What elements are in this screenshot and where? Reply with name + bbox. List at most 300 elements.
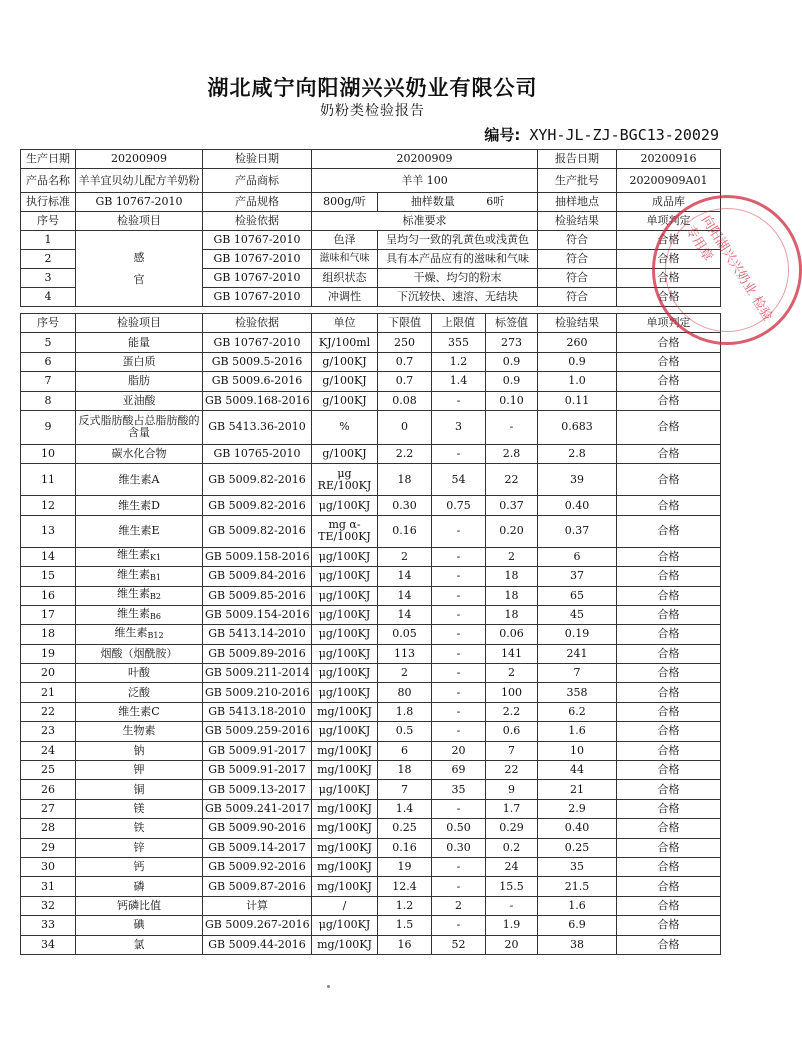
cell-lo: 1.5 <box>378 916 432 935</box>
cell-no: 26 <box>21 780 76 799</box>
cell-result: 符合 <box>538 288 617 307</box>
cell-hi: - <box>432 702 486 721</box>
cell-item <box>76 444 203 463</box>
cell-basis: GB 5009.91-2017 <box>203 761 312 780</box>
cell-hi: - <box>432 664 486 683</box>
cell-unit: / <box>312 896 378 915</box>
cell-value: 成品库 <box>617 193 721 212</box>
cell-label: 273 <box>486 333 538 352</box>
cell-verdict: 合格 <box>617 877 721 896</box>
cell-value: 20200909A01 <box>617 169 721 193</box>
cell-basis: GB 5009.87-2016 <box>203 877 312 896</box>
table-row <box>21 819 721 838</box>
cell-item <box>76 857 203 876</box>
cell-item <box>76 586 203 605</box>
cell-value: 羊羊 100 <box>312 169 538 193</box>
cell-label: 抽样地点 <box>538 193 617 212</box>
cell-result: 21 <box>538 780 617 799</box>
cell-basis: GB 5413.14-2010 <box>203 625 312 644</box>
info-sensory-table <box>20 149 721 307</box>
cell-no: 32 <box>21 896 76 915</box>
cell-no: 15 <box>21 567 76 586</box>
cell-hi: - <box>432 547 486 566</box>
cell-result: 2.8 <box>538 444 617 463</box>
header-cell: 单项判定 <box>617 212 721 231</box>
cell-lo: 1.2 <box>378 896 432 915</box>
cell-no: 2 <box>21 250 76 269</box>
cell-result: 符合 <box>538 250 617 269</box>
item-name: 维生素A <box>118 472 160 486</box>
cell-result: 0.40 <box>538 496 617 515</box>
item-name: 维生素C <box>118 705 160 719</box>
cell-label: 20 <box>486 935 538 954</box>
cell-label: 0.6 <box>486 722 538 741</box>
table-row <box>21 838 721 857</box>
cell-verdict: 合格 <box>617 547 721 566</box>
header-cell: 检验项目 <box>76 314 203 333</box>
table-row <box>21 761 721 780</box>
cell-result: 6 <box>538 547 617 566</box>
cell-hi: - <box>432 567 486 586</box>
cell-item <box>76 496 203 515</box>
cell-verdict: 合格 <box>617 838 721 857</box>
item-name: 铜 <box>133 782 145 796</box>
cell-item <box>76 664 203 683</box>
inspection-seal <box>652 195 802 345</box>
header-cell: 序号 <box>21 314 76 333</box>
cell-verdict: 合格 <box>617 586 721 605</box>
cell-result: 1.6 <box>538 722 617 741</box>
cell-req: 干燥、均匀的粉末 <box>378 269 538 288</box>
cell-attr: 冲调性 <box>312 288 378 307</box>
cell-unit: g/100KJ <box>312 444 378 463</box>
cell-verdict: 合格 <box>617 410 721 444</box>
cell-item <box>76 722 203 741</box>
cell-label: 100 <box>486 683 538 702</box>
cell-result: 2.9 <box>538 799 617 818</box>
table-row <box>21 683 721 702</box>
cell-result: 358 <box>538 683 617 702</box>
cell-verdict: 合格 <box>617 567 721 586</box>
cell-hi: 0.30 <box>432 838 486 857</box>
cell-basis: GB 5009.168-2016 <box>203 391 312 410</box>
cell-lo: 0.16 <box>378 515 432 547</box>
cell-unit: g/100KJ <box>312 372 378 391</box>
cell-no: 23 <box>21 722 76 741</box>
cell-result: 0.9 <box>538 352 617 371</box>
cell-label: 1.7 <box>486 799 538 818</box>
cell-hi: - <box>432 916 486 935</box>
item-name: 维生素 <box>114 625 148 639</box>
cell-basis: GB 5009.210-2016 <box>203 683 312 702</box>
cell-no: 6 <box>21 352 76 371</box>
cell-unit: mg/100KJ <box>312 702 378 721</box>
table-row <box>21 916 721 935</box>
cell-lo: 0.16 <box>378 838 432 857</box>
cell-result: 10 <box>538 741 617 760</box>
cell-verdict: 合格 <box>617 231 721 250</box>
cell-verdict: 合格 <box>617 444 721 463</box>
cell-no: 18 <box>21 625 76 644</box>
cell-verdict: 合格 <box>617 644 721 663</box>
cell-basis: GB 5009.85-2016 <box>203 586 312 605</box>
cell-label: 2 <box>486 547 538 566</box>
cell-basis: GB 5413.36-2010 <box>203 410 312 444</box>
cell-hi: - <box>432 444 486 463</box>
cell-unit: μg/100KJ <box>312 605 378 624</box>
cell-verdict: 合格 <box>617 741 721 760</box>
cell-basis: GB 5009.241-2017 <box>203 799 312 818</box>
cell-no: 20 <box>21 664 76 683</box>
cell-no: 28 <box>21 819 76 838</box>
cell-no: 31 <box>21 877 76 896</box>
cell-unit: mg/100KJ <box>312 857 378 876</box>
cell-label: 0.06 <box>486 625 538 644</box>
item-name: 脂肪 <box>128 374 150 388</box>
cell-no: 7 <box>21 372 76 391</box>
cell-label: 检验日期 <box>203 150 312 169</box>
table-row <box>21 464 721 496</box>
cell-unit: μg/100KJ <box>312 664 378 683</box>
cell-lo: 14 <box>378 567 432 586</box>
cell-item <box>76 916 203 935</box>
cell-lo: 0.7 <box>378 372 432 391</box>
cell-unit: μg/100KJ <box>312 547 378 566</box>
cell-lo: 0 <box>378 410 432 444</box>
cell-label: 0.9 <box>486 372 538 391</box>
sensory-category-text: 感官 <box>133 250 145 286</box>
cell-unit: KJ/100ml <box>312 333 378 352</box>
header-cell: 上限值 <box>432 314 486 333</box>
cell-label: 0.20 <box>486 515 538 547</box>
cell-hi: 0.75 <box>432 496 486 515</box>
cell-hi: 355 <box>432 333 486 352</box>
cell-label: 18 <box>486 586 538 605</box>
cell-label: 抽样数量 <box>410 195 455 208</box>
cell-item <box>76 410 203 444</box>
cell-no: 4 <box>21 288 76 307</box>
cell-basis: 计算 <box>203 896 312 915</box>
cell-result: 38 <box>538 935 617 954</box>
cell-unit: mg/100KJ <box>312 741 378 760</box>
cell-lo: 250 <box>378 333 432 352</box>
cell-verdict: 合格 <box>617 896 721 915</box>
cell-hi: 54 <box>432 464 486 496</box>
item-name: 亚油酸 <box>122 393 156 407</box>
cell-basis: GB 5009.91-2017 <box>203 741 312 760</box>
table-row <box>21 722 721 741</box>
cell-item <box>76 567 203 586</box>
cell-lo: 0.25 <box>378 819 432 838</box>
sensory-category <box>76 231 203 307</box>
cell-result: 符合 <box>538 231 617 250</box>
table-row <box>21 877 721 896</box>
item-name: 烟酸（烟酰胺） <box>100 646 178 660</box>
cell-unit: μg/100KJ <box>312 496 378 515</box>
cell-no: 10 <box>21 444 76 463</box>
cell-verdict: 合格 <box>617 269 721 288</box>
cell-result: 0.11 <box>538 391 617 410</box>
cell-basis: GB 5009.6-2016 <box>203 372 312 391</box>
cell-label: 0.10 <box>486 391 538 410</box>
cell-item <box>76 605 203 624</box>
cell-attr: 滋味和气味 <box>312 250 378 269</box>
cell-basis: GB 10767-2010 <box>203 288 312 307</box>
cell-unit: μg/100KJ <box>312 567 378 586</box>
item-name: 钙磷比值 <box>117 898 161 912</box>
cell-no: 16 <box>21 586 76 605</box>
cell-lo: 2 <box>378 664 432 683</box>
cell-hi: - <box>432 877 486 896</box>
cell-unit: mg/100KJ <box>312 799 378 818</box>
header-cell: 下限值 <box>378 314 432 333</box>
cell-basis: GB 5009.158-2016 <box>203 547 312 566</box>
item-name: 生物素 <box>122 724 156 738</box>
cell-lo: 0.08 <box>378 391 432 410</box>
cell-label: 1.9 <box>486 916 538 935</box>
table-row <box>21 496 721 515</box>
cell-no: 19 <box>21 644 76 663</box>
cell-no: 1 <box>21 231 76 250</box>
cell-lo: 12.4 <box>378 877 432 896</box>
cell-value: 20200909 <box>76 150 203 169</box>
cell-verdict: 合格 <box>617 464 721 496</box>
cell-verdict: 合格 <box>617 702 721 721</box>
cell-no: 11 <box>21 464 76 496</box>
header-cell: 标准要求 <box>312 212 538 231</box>
cell-verdict: 合格 <box>617 333 721 352</box>
cell-item <box>76 761 203 780</box>
cell-value: 6听 <box>486 195 505 208</box>
table-row <box>21 702 721 721</box>
cell-verdict: 合格 <box>617 799 721 818</box>
cell-verdict: 合格 <box>617 605 721 624</box>
header-cell: 单项判定 <box>617 314 721 333</box>
cell-basis: GB 5009.259-2016 <box>203 722 312 741</box>
cell-lo: 80 <box>378 683 432 702</box>
cell-label: 2.8 <box>486 444 538 463</box>
cell-verdict: 合格 <box>617 857 721 876</box>
cell-label: 报告日期 <box>538 150 617 169</box>
cell-unit: mg α-TE/100KJ <box>312 515 378 547</box>
cell-no: 34 <box>21 935 76 954</box>
cell-no: 22 <box>21 702 76 721</box>
cell-no: 17 <box>21 605 76 624</box>
cell-item <box>76 877 203 896</box>
cell-hi: 20 <box>432 741 486 760</box>
cell-label: 生产日期 <box>21 150 76 169</box>
item-name: 泛酸 <box>128 685 150 699</box>
cell-verdict: 合格 <box>617 664 721 683</box>
cell-result: 0.25 <box>538 838 617 857</box>
cell-unit: μg/100KJ <box>312 780 378 799</box>
table-row <box>21 352 721 371</box>
cell-result: 44 <box>538 761 617 780</box>
cell-result: 符合 <box>538 269 617 288</box>
cell-result: 37 <box>538 567 617 586</box>
cell-result: 39 <box>538 464 617 496</box>
scan-speck <box>327 985 330 988</box>
cell-item <box>76 464 203 496</box>
sample-qty-cell <box>378 193 538 212</box>
cell-result: 65 <box>538 586 617 605</box>
cell-label: - <box>486 896 538 915</box>
cell-unit: μg/100KJ <box>312 625 378 644</box>
item-name: 蛋白质 <box>122 354 156 368</box>
cell-item <box>76 780 203 799</box>
cell-basis: GB 5009.14-2017 <box>203 838 312 857</box>
table-row <box>21 605 721 624</box>
cell-verdict: 合格 <box>617 916 721 935</box>
cell-value: 20200909 <box>312 150 538 169</box>
cell-lo: 0.05 <box>378 625 432 644</box>
cell-item <box>76 838 203 857</box>
cell-verdict: 合格 <box>617 515 721 547</box>
table-row <box>21 515 721 547</box>
cell-unit: g/100KJ <box>312 352 378 371</box>
cell-hi: - <box>432 586 486 605</box>
item-name: 叶酸 <box>128 666 150 680</box>
cell-hi: 35 <box>432 780 486 799</box>
sensory-row <box>21 231 721 250</box>
cell-basis: GB 5009.13-2017 <box>203 780 312 799</box>
cell-verdict: 合格 <box>617 935 721 954</box>
cell-result: 0.37 <box>538 515 617 547</box>
cell-verdict: 合格 <box>617 683 721 702</box>
cell-label: 15.5 <box>486 877 538 896</box>
cell-hi: - <box>432 799 486 818</box>
cell-unit: μg/100KJ <box>312 683 378 702</box>
item-name: 维生素D <box>118 498 160 512</box>
cell-unit: mg/100KJ <box>312 819 378 838</box>
table-row <box>21 799 721 818</box>
header-cell: 单位 <box>312 314 378 333</box>
cell-basis: GB 5009.5-2016 <box>203 352 312 371</box>
cell-result: 0.683 <box>538 410 617 444</box>
cell-unit: mg/100KJ <box>312 838 378 857</box>
cell-verdict: 合格 <box>617 391 721 410</box>
cell-basis: GB 5009.84-2016 <box>203 567 312 586</box>
cell-unit: μg/100KJ <box>312 586 378 605</box>
cell-lo: 113 <box>378 644 432 663</box>
cell-item <box>76 935 203 954</box>
document-number <box>484 124 719 145</box>
cell-result: 260 <box>538 333 617 352</box>
cell-lo: 2 <box>378 547 432 566</box>
cell-item <box>76 799 203 818</box>
cell-hi: 69 <box>432 761 486 780</box>
cell-label: 产品商标 <box>203 169 312 193</box>
header-cell: 标签值 <box>486 314 538 333</box>
cell-verdict: 合格 <box>617 250 721 269</box>
cell-label: 2.2 <box>486 702 538 721</box>
cell-label: 22 <box>486 761 538 780</box>
cell-no: 21 <box>21 683 76 702</box>
cell-no: 25 <box>21 761 76 780</box>
table-row <box>21 586 721 605</box>
cell-result: 1.6 <box>538 896 617 915</box>
cell-no: 33 <box>21 916 76 935</box>
cell-result: 7 <box>538 664 617 683</box>
cell-unit: μg/100KJ <box>312 722 378 741</box>
cell-item <box>76 644 203 663</box>
table-row <box>21 391 721 410</box>
cell-verdict: 合格 <box>617 372 721 391</box>
table-row <box>21 644 721 663</box>
cell-label: 执行标准 <box>21 193 76 212</box>
cell-basis: GB 5009.267-2016 <box>203 916 312 935</box>
cell-label: - <box>486 410 538 444</box>
cell-lo: 0.7 <box>378 352 432 371</box>
cell-verdict: 合格 <box>617 496 721 515</box>
cell-basis: GB 10767-2010 <box>203 269 312 288</box>
cell-lo: 1.4 <box>378 799 432 818</box>
item-subscript: B2 <box>150 592 161 602</box>
document-number-label: 编号: <box>484 126 521 144</box>
cell-basis: GB 10767-2010 <box>203 250 312 269</box>
cell-no: 24 <box>21 741 76 760</box>
cell-item <box>76 515 203 547</box>
header-cell: 序号 <box>21 212 76 231</box>
cell-hi: 2 <box>432 896 486 915</box>
cell-verdict: 合格 <box>617 288 721 307</box>
cell-req: 具有本产品应有的滋味和气味 <box>378 250 538 269</box>
cell-verdict: 合格 <box>617 352 721 371</box>
item-subscript: K1 <box>149 553 162 563</box>
cell-label: 141 <box>486 644 538 663</box>
item-name: 碳水化合物 <box>111 447 167 461</box>
cell-hi: - <box>432 625 486 644</box>
cell-label: 0.2 <box>486 838 538 857</box>
cell-item <box>76 391 203 410</box>
cell-basis: GB 5009.44-2016 <box>203 935 312 954</box>
cell-lo: 2.2 <box>378 444 432 463</box>
cell-verdict: 合格 <box>617 625 721 644</box>
item-name: 镁 <box>133 802 145 815</box>
cell-unit: μg/100KJ <box>312 644 378 663</box>
cell-hi: - <box>432 683 486 702</box>
cell-result: 35 <box>538 857 617 876</box>
cell-req: 下沉较快、速溶、无结块 <box>378 288 538 307</box>
item-name: 维生素 <box>116 548 150 562</box>
table-row <box>21 625 721 644</box>
table-row <box>21 935 721 954</box>
item-subscript: B1 <box>150 572 161 582</box>
cell-hi: - <box>432 644 486 663</box>
cell-unit: % <box>312 410 378 444</box>
cell-lo: 19 <box>378 857 432 876</box>
header-cell: 检验项目 <box>76 212 203 231</box>
cell-basis: GB 10767-2010 <box>203 231 312 250</box>
document-number-value: XYH-JL-ZJ-BGC13-20029 <box>529 126 719 144</box>
cell-basis: GB 5009.90-2016 <box>203 819 312 838</box>
cell-item <box>76 352 203 371</box>
cell-basis: GB 5009.89-2016 <box>203 644 312 663</box>
cell-item <box>76 702 203 721</box>
cell-label: 7 <box>486 741 538 760</box>
cell-lo: 18 <box>378 464 432 496</box>
cell-item <box>76 372 203 391</box>
cell-item <box>76 741 203 760</box>
item-name: 维生素 <box>117 606 151 620</box>
cell-result: 0.19 <box>538 625 617 644</box>
cell-label: 生产批号 <box>538 169 617 193</box>
cell-unit: g/100KJ <box>312 391 378 410</box>
cell-item <box>76 819 203 838</box>
cell-hi: 1.2 <box>432 352 486 371</box>
cell-result: 241 <box>538 644 617 663</box>
cell-hi: - <box>432 722 486 741</box>
